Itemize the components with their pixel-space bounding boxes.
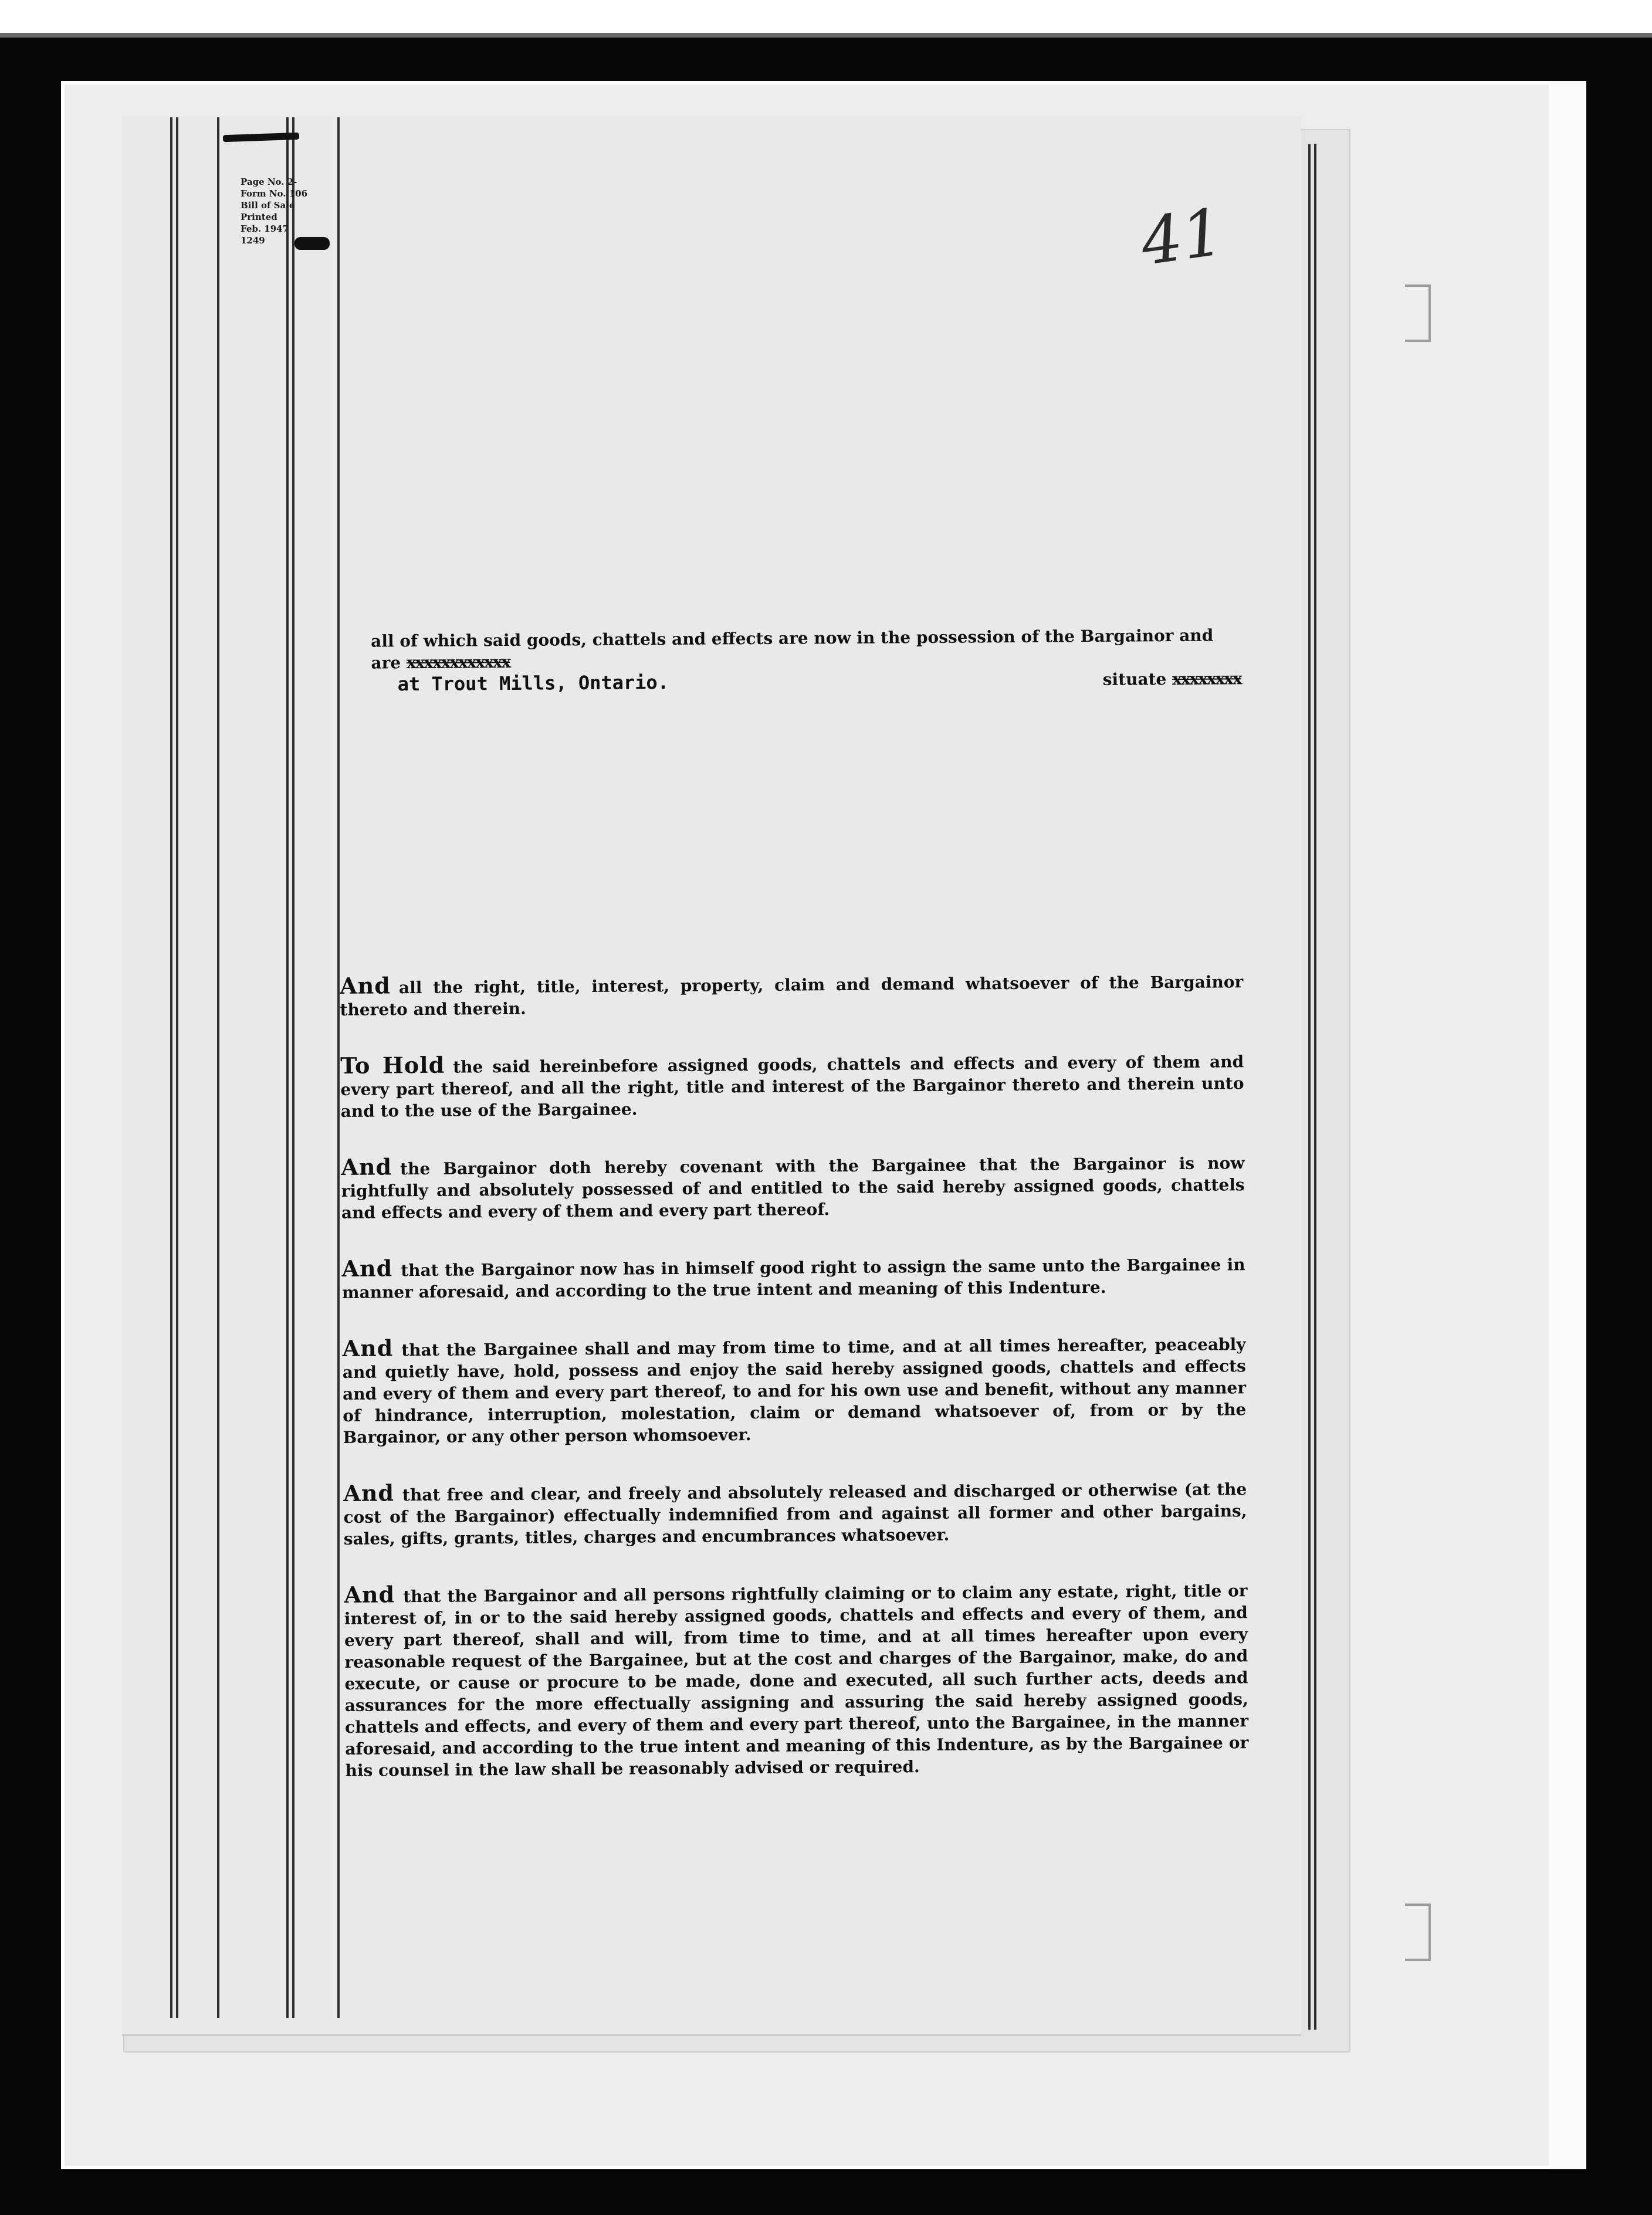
right-rule-2	[1314, 144, 1316, 2030]
clause-text: the Bargainor doth hereby covenant with the Bargainee that the Bargainor is now rightfully and absolutely possessed of and entitled to the said hereby assigned goods, chattels and effects and every of them and every part thereof.	[341, 1153, 1245, 1222]
margin-rule-3	[217, 117, 219, 2018]
margin-rule-1	[170, 117, 172, 2018]
form-ref-line: Feb. 1947	[241, 223, 289, 234]
clause-text: that the Bargainor now has in himself good right to assign the same unto the Bargainee in manner aforesaid, and according to the true intent and meaning of this Indenture.	[341, 1255, 1245, 1302]
margin-rule-2	[176, 117, 178, 2018]
margin-rule-6	[337, 117, 340, 2018]
scanner-top-bar	[0, 33, 1652, 38]
margin-rule-4	[286, 117, 289, 2018]
clause-text: that the Bargainee shall and may from time to time, and at all times hereafter, peaceably and quietly have, hold, possess and enjoy the said hereby assigned goods, chattels and effects and every of them and every part thereof, to and for his own use and benefit, without any manner of hindrance, interruption, molestation, claim or demand whatsoever of, from or by the Bargainor, or any other person whomsoever.	[342, 1335, 1247, 1447]
form-ref-line: 1249	[241, 235, 265, 246]
form-ref-line: Bill of Sale	[241, 200, 295, 211]
form-ref-line: Form No. 106	[241, 188, 308, 199]
clause-lead: To Hold	[340, 1051, 445, 1079]
clause-lead: And	[344, 1581, 395, 1608]
clause-text: the said hereinbefore assigned goods, chattels and effects and every of them and every part thereof, and all the right, title and interest of the Bargainor thereto and therein unto and to the use of the Bargainee.	[340, 1052, 1244, 1121]
clause-paragraph	[341, 1150, 1245, 1224]
form-ref-line: Printed	[241, 212, 277, 222]
clause-text: all the right, title, interest, property, claim and demand whatsoever of the Bargainor thereto and therein.	[340, 972, 1244, 1020]
possession-line-1: all of which said goods, chattels and effects are now in the possession of the Bargainor and	[371, 625, 1214, 651]
right-rule-1	[1308, 144, 1311, 2030]
struck-text: xxxxxxxx	[1172, 669, 1241, 689]
blank-space	[338, 689, 1243, 975]
margin-rule-5	[292, 117, 294, 2018]
clause-paragraph	[341, 1251, 1245, 1303]
clause-text: that free and clear, and freely and absolutely released and discharged or otherwise (at the cost of the Bargainor) effectually indemnified from and against all former and other bargains, sales, gifts, grants, titles, charges and encumbrances whatsoever.	[343, 1479, 1247, 1549]
scan-right-edge	[1549, 81, 1584, 2169]
possession-are: are	[371, 653, 401, 673]
clause-text: that the Bargainor and all persons rightfully claiming or to claim any estate, right, title or interest of, in or to the said hereby assigned goods, chattels and effects and every of them, and every part thereof, shall and will, from time to time, and at all times hereafter upon every reasonable request of the Bargainee, but at the cost and charges of the Bargainor, make, do and execute, or cause or procure to be made, done and executed, all such further acts, deeds and assurances for the more effectually assigning and assuring the said hereby assigned goods, chattels and effects, and every of them and every part thereof, unto the Bargainee, in the manner aforesaid, and according to the true intent and meaning of this Indenture, as by the Bargainee or his counsel in the law shall be reasonably advised or required.	[344, 1581, 1249, 1780]
typed-location: at Trout Mills, Ontario.	[397, 671, 669, 696]
clause-lead: And	[343, 1479, 395, 1506]
possession-clause	[371, 624, 1241, 673]
clause-paragraph	[340, 1048, 1244, 1122]
clause-paragraph	[344, 1577, 1248, 1782]
right-bracket-bottom	[1405, 1904, 1431, 1961]
right-bracket-top	[1405, 285, 1431, 342]
form-ref-line: Page No. 2-	[241, 177, 297, 187]
clause-paragraph	[340, 968, 1244, 1021]
clause-lead: And	[341, 1255, 393, 1282]
clause-paragraph	[342, 1331, 1246, 1448]
ink-blot	[294, 237, 330, 250]
clause-lead: And	[342, 1335, 394, 1361]
clause-paragraph	[343, 1476, 1247, 1550]
clause-lead: And	[341, 1153, 392, 1180]
clause-lead: And	[340, 972, 391, 999]
situate-label: situate	[1102, 669, 1167, 689]
document-body	[337, 624, 1249, 1782]
scanner-top-strip	[0, 0, 1652, 35]
situate-block	[1103, 668, 1241, 690]
form-reference	[241, 176, 307, 246]
struck-text: xxxxxxxxxxxx	[406, 652, 510, 673]
handwritten-page-number: 41	[1136, 194, 1228, 280]
